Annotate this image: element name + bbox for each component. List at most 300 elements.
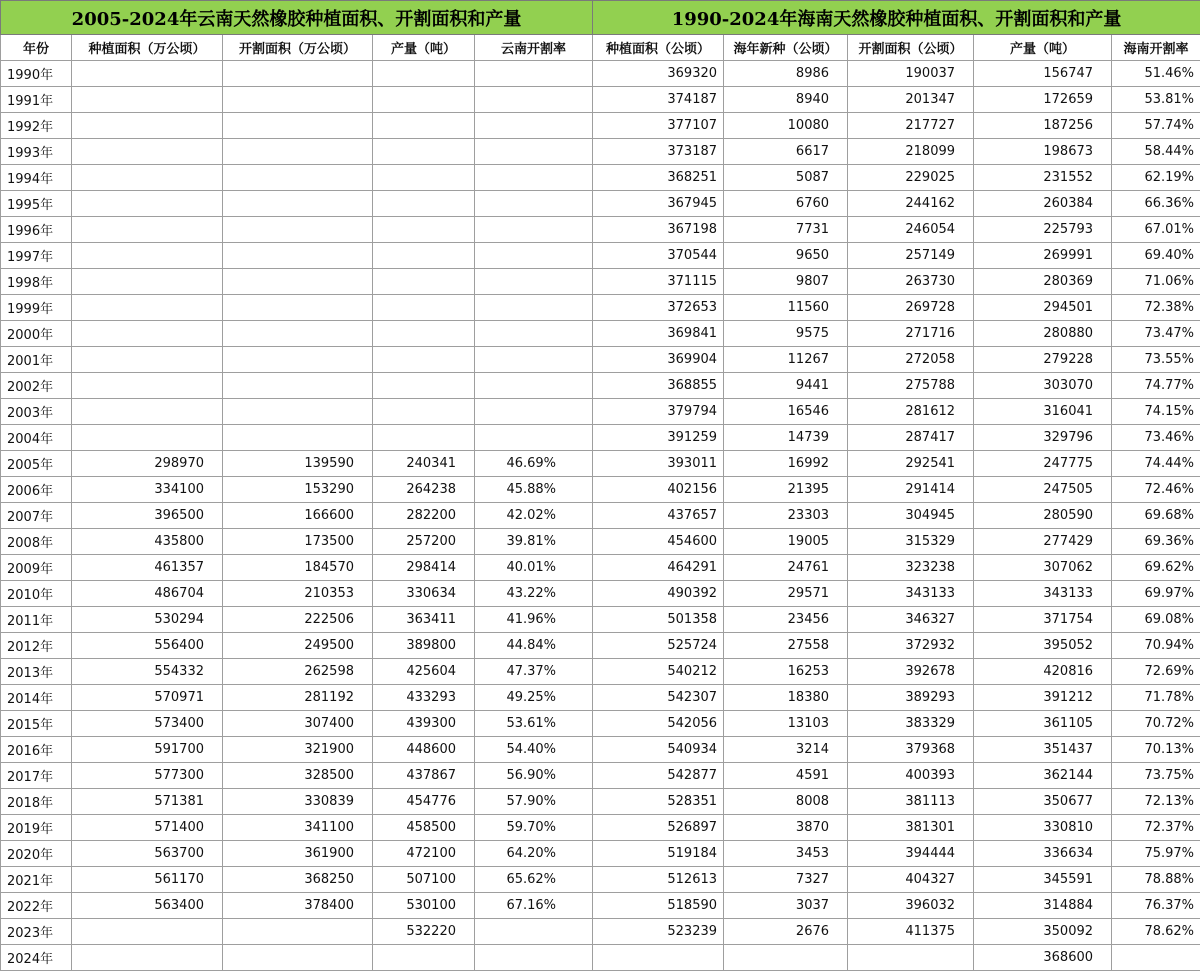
cell-year: 1994年 bbox=[1, 165, 72, 191]
cell-year: 2015年 bbox=[1, 711, 72, 737]
cell-yunnan-output: 454776 bbox=[373, 789, 475, 815]
cell-year: 2008年 bbox=[1, 529, 72, 555]
cell-hainan-tapped: 400393 bbox=[848, 763, 974, 789]
cell-yunnan-rate bbox=[475, 425, 593, 451]
cell-yunnan-output bbox=[373, 321, 475, 347]
cell-hainan-rate: 70.13% bbox=[1112, 737, 1200, 763]
cell-yunnan-planted: 554332 bbox=[72, 659, 223, 685]
header-hainan-rate: 海南开割率 bbox=[1112, 35, 1200, 61]
cell-hainan-planted: 377107 bbox=[593, 113, 724, 139]
cell-hainan-new: 10080 bbox=[724, 113, 848, 139]
cell-hainan-new: 8940 bbox=[724, 87, 848, 113]
cell-hainan-planted: 369904 bbox=[593, 347, 724, 373]
table-row bbox=[1, 711, 1200, 737]
table-row bbox=[1, 659, 1200, 685]
cell-hainan-rate: 58.44% bbox=[1112, 139, 1200, 165]
yunnan-title: 2005-2024年云南天然橡胶种植面积、开割面积和产量 bbox=[1, 1, 593, 35]
cell-yunnan-output bbox=[373, 399, 475, 425]
cell-hainan-tapped: 263730 bbox=[848, 269, 974, 295]
cell-hainan-new: 16546 bbox=[724, 399, 848, 425]
cell-yunnan-rate bbox=[475, 321, 593, 347]
cell-yunnan-output: 532220 bbox=[373, 919, 475, 945]
cell-hainan-rate: 57.74% bbox=[1112, 113, 1200, 139]
cell-hainan-output: 280369 bbox=[974, 269, 1112, 295]
cell-year: 2014年 bbox=[1, 685, 72, 711]
cell-yunnan-planted: 563700 bbox=[72, 841, 223, 867]
table-row bbox=[1, 581, 1200, 607]
header-yunnan-output: 产量（吨） bbox=[373, 35, 475, 61]
cell-hainan-new: 9441 bbox=[724, 373, 848, 399]
cell-yunnan-output: 458500 bbox=[373, 815, 475, 841]
cell-hainan-tapped: 389293 bbox=[848, 685, 974, 711]
cell-hainan-output: 269991 bbox=[974, 243, 1112, 269]
cell-hainan-output: 329796 bbox=[974, 425, 1112, 451]
cell-hainan-new: 9575 bbox=[724, 321, 848, 347]
cell-yunnan-output bbox=[373, 87, 475, 113]
cell-yunnan-rate: 67.16% bbox=[475, 893, 593, 919]
cell-hainan-output: 350677 bbox=[974, 789, 1112, 815]
cell-year: 2011年 bbox=[1, 607, 72, 633]
table-row bbox=[1, 243, 1200, 269]
cell-yunnan-rate: 53.61% bbox=[475, 711, 593, 737]
cell-hainan-output: 330810 bbox=[974, 815, 1112, 841]
cell-yunnan-rate bbox=[475, 269, 593, 295]
cell-yunnan-tapped: 328500 bbox=[223, 763, 373, 789]
cell-yunnan-output: 330634 bbox=[373, 581, 475, 607]
header-hainan-new: 海年新种（公顷） bbox=[724, 35, 848, 61]
cell-hainan-output: 260384 bbox=[974, 191, 1112, 217]
cell-yunnan-tapped: 281192 bbox=[223, 685, 373, 711]
table-row bbox=[1, 139, 1200, 165]
title-row bbox=[1, 1, 1200, 35]
cell-hainan-new: 9650 bbox=[724, 243, 848, 269]
cell-yunnan-tapped: 184570 bbox=[223, 555, 373, 581]
cell-hainan-new: 16253 bbox=[724, 659, 848, 685]
cell-hainan-output: 343133 bbox=[974, 581, 1112, 607]
cell-year: 1990年 bbox=[1, 61, 72, 87]
cell-hainan-planted: 528351 bbox=[593, 789, 724, 815]
cell-yunnan-output: 437867 bbox=[373, 763, 475, 789]
table-row bbox=[1, 87, 1200, 113]
cell-year: 2000年 bbox=[1, 321, 72, 347]
cell-yunnan-rate bbox=[475, 191, 593, 217]
cell-yunnan-planted: 530294 bbox=[72, 607, 223, 633]
cell-hainan-planted: 371115 bbox=[593, 269, 724, 295]
cell-hainan-new: 16992 bbox=[724, 451, 848, 477]
cell-yunnan-tapped: 341100 bbox=[223, 815, 373, 841]
table-row bbox=[1, 607, 1200, 633]
cell-yunnan-rate bbox=[475, 61, 593, 87]
cell-yunnan-tapped: 222506 bbox=[223, 607, 373, 633]
cell-hainan-output: 303070 bbox=[974, 373, 1112, 399]
cell-year: 1997年 bbox=[1, 243, 72, 269]
cell-yunnan-planted bbox=[72, 945, 223, 971]
cell-yunnan-output: 530100 bbox=[373, 893, 475, 919]
cell-yunnan-planted bbox=[72, 373, 223, 399]
cell-hainan-rate: 73.47% bbox=[1112, 321, 1200, 347]
cell-yunnan-tapped bbox=[223, 347, 373, 373]
cell-yunnan-planted: 561170 bbox=[72, 867, 223, 893]
cell-hainan-rate: 62.19% bbox=[1112, 165, 1200, 191]
cell-yunnan-rate: 39.81% bbox=[475, 529, 593, 555]
cell-year: 2010年 bbox=[1, 581, 72, 607]
cell-hainan-planted: 393011 bbox=[593, 451, 724, 477]
cell-hainan-tapped: 201347 bbox=[848, 87, 974, 113]
cell-hainan-new: 2676 bbox=[724, 919, 848, 945]
cell-hainan-rate: 71.78% bbox=[1112, 685, 1200, 711]
cell-hainan-new: 11267 bbox=[724, 347, 848, 373]
cell-year: 2004年 bbox=[1, 425, 72, 451]
cell-hainan-planted: 437657 bbox=[593, 503, 724, 529]
cell-hainan-tapped bbox=[848, 945, 974, 971]
cell-yunnan-planted bbox=[72, 139, 223, 165]
cell-hainan-new: 3037 bbox=[724, 893, 848, 919]
cell-yunnan-planted: 461357 bbox=[72, 555, 223, 581]
cell-yunnan-planted bbox=[72, 87, 223, 113]
cell-yunnan-planted: 396500 bbox=[72, 503, 223, 529]
cell-yunnan-planted bbox=[72, 269, 223, 295]
cell-yunnan-output: 257200 bbox=[373, 529, 475, 555]
cell-hainan-new: 3214 bbox=[724, 737, 848, 763]
cell-hainan-output: 350092 bbox=[974, 919, 1112, 945]
cell-yunnan-rate: 49.25% bbox=[475, 685, 593, 711]
table-row bbox=[1, 451, 1200, 477]
cell-year: 2019年 bbox=[1, 815, 72, 841]
cell-yunnan-planted: 577300 bbox=[72, 763, 223, 789]
cell-yunnan-tapped bbox=[223, 217, 373, 243]
cell-year: 2005年 bbox=[1, 451, 72, 477]
cell-yunnan-rate: 54.40% bbox=[475, 737, 593, 763]
cell-hainan-rate: 74.77% bbox=[1112, 373, 1200, 399]
cell-yunnan-rate: 64.20% bbox=[475, 841, 593, 867]
cell-year: 2021年 bbox=[1, 867, 72, 893]
cell-hainan-new bbox=[724, 945, 848, 971]
cell-yunnan-planted bbox=[72, 321, 223, 347]
cell-hainan-new: 7327 bbox=[724, 867, 848, 893]
table-row bbox=[1, 347, 1200, 373]
cell-year: 2012年 bbox=[1, 633, 72, 659]
cell-hainan-rate: 72.13% bbox=[1112, 789, 1200, 815]
header-yunnan-tapped: 开割面积（万公顷） bbox=[223, 35, 373, 61]
table-row bbox=[1, 789, 1200, 815]
cell-hainan-tapped: 392678 bbox=[848, 659, 974, 685]
cell-hainan-planted: 490392 bbox=[593, 581, 724, 607]
cell-yunnan-rate: 65.62% bbox=[475, 867, 593, 893]
cell-hainan-tapped: 394444 bbox=[848, 841, 974, 867]
cell-hainan-tapped: 372932 bbox=[848, 633, 974, 659]
cell-hainan-planted: 454600 bbox=[593, 529, 724, 555]
cell-hainan-tapped: 269728 bbox=[848, 295, 974, 321]
cell-hainan-tapped: 287417 bbox=[848, 425, 974, 451]
cell-hainan-output: 351437 bbox=[974, 737, 1112, 763]
cell-yunnan-output: 439300 bbox=[373, 711, 475, 737]
table-row bbox=[1, 191, 1200, 217]
cell-yunnan-tapped: 166600 bbox=[223, 503, 373, 529]
cell-hainan-tapped: 229025 bbox=[848, 165, 974, 191]
cell-yunnan-planted bbox=[72, 191, 223, 217]
cell-hainan-tapped: 396032 bbox=[848, 893, 974, 919]
cell-hainan-tapped: 292541 bbox=[848, 451, 974, 477]
cell-hainan-new: 8008 bbox=[724, 789, 848, 815]
cell-hainan-rate: 75.97% bbox=[1112, 841, 1200, 867]
cell-hainan-rate: 72.46% bbox=[1112, 477, 1200, 503]
cell-yunnan-planted bbox=[72, 113, 223, 139]
cell-hainan-planted bbox=[593, 945, 724, 971]
cell-hainan-rate: 69.08% bbox=[1112, 607, 1200, 633]
cell-yunnan-rate: 44.84% bbox=[475, 633, 593, 659]
cell-hainan-new: 21395 bbox=[724, 477, 848, 503]
cell-yunnan-planted: 570971 bbox=[72, 685, 223, 711]
cell-hainan-tapped: 404327 bbox=[848, 867, 974, 893]
cell-yunnan-rate: 57.90% bbox=[475, 789, 593, 815]
cell-yunnan-tapped bbox=[223, 399, 373, 425]
cell-yunnan-rate bbox=[475, 243, 593, 269]
cell-yunnan-output: 448600 bbox=[373, 737, 475, 763]
cell-hainan-planted: 501358 bbox=[593, 607, 724, 633]
cell-hainan-output: 316041 bbox=[974, 399, 1112, 425]
cell-yunnan-tapped: 321900 bbox=[223, 737, 373, 763]
cell-hainan-planted: 374187 bbox=[593, 87, 724, 113]
cell-yunnan-output bbox=[373, 243, 475, 269]
cell-hainan-output: 280590 bbox=[974, 503, 1112, 529]
cell-hainan-planted: 391259 bbox=[593, 425, 724, 451]
cell-hainan-output: 279228 bbox=[974, 347, 1112, 373]
cell-hainan-output: 172659 bbox=[974, 87, 1112, 113]
cell-yunnan-output bbox=[373, 217, 475, 243]
cell-hainan-new: 19005 bbox=[724, 529, 848, 555]
cell-hainan-planted: 518590 bbox=[593, 893, 724, 919]
table-body bbox=[1, 61, 1200, 971]
cell-yunnan-rate bbox=[475, 399, 593, 425]
cell-hainan-output: 395052 bbox=[974, 633, 1112, 659]
cell-hainan-tapped: 343133 bbox=[848, 581, 974, 607]
cell-hainan-rate: 76.37% bbox=[1112, 893, 1200, 919]
cell-hainan-tapped: 379368 bbox=[848, 737, 974, 763]
cell-yunnan-tapped bbox=[223, 295, 373, 321]
cell-hainan-output: 198673 bbox=[974, 139, 1112, 165]
cell-hainan-new: 11560 bbox=[724, 295, 848, 321]
cell-yunnan-rate bbox=[475, 347, 593, 373]
cell-year: 1998年 bbox=[1, 269, 72, 295]
cell-year: 2022年 bbox=[1, 893, 72, 919]
cell-hainan-planted: 519184 bbox=[593, 841, 724, 867]
cell-yunnan-planted bbox=[72, 217, 223, 243]
cell-yunnan-tapped: 368250 bbox=[223, 867, 373, 893]
table-row bbox=[1, 399, 1200, 425]
cell-hainan-new: 6760 bbox=[724, 191, 848, 217]
cell-yunnan-tapped bbox=[223, 139, 373, 165]
table-row bbox=[1, 165, 1200, 191]
cell-hainan-rate: 69.68% bbox=[1112, 503, 1200, 529]
table-row bbox=[1, 633, 1200, 659]
cell-hainan-output: 294501 bbox=[974, 295, 1112, 321]
cell-hainan-new: 14739 bbox=[724, 425, 848, 451]
cell-hainan-rate: 69.40% bbox=[1112, 243, 1200, 269]
cell-hainan-new: 18380 bbox=[724, 685, 848, 711]
cell-yunnan-output bbox=[373, 113, 475, 139]
cell-yunnan-output: 425604 bbox=[373, 659, 475, 685]
cell-yunnan-planted: 591700 bbox=[72, 737, 223, 763]
cell-hainan-tapped: 275788 bbox=[848, 373, 974, 399]
table-row bbox=[1, 815, 1200, 841]
cell-yunnan-rate: 41.96% bbox=[475, 607, 593, 633]
cell-hainan-new: 3453 bbox=[724, 841, 848, 867]
cell-hainan-output: 277429 bbox=[974, 529, 1112, 555]
cell-hainan-tapped: 381113 bbox=[848, 789, 974, 815]
cell-hainan-rate: 72.37% bbox=[1112, 815, 1200, 841]
cell-hainan-output: 225793 bbox=[974, 217, 1112, 243]
cell-hainan-output: 307062 bbox=[974, 555, 1112, 581]
table-row bbox=[1, 945, 1200, 971]
header-hainan-tapped: 开割面积（公顷） bbox=[848, 35, 974, 61]
cell-yunnan-tapped bbox=[223, 919, 373, 945]
cell-hainan-tapped: 281612 bbox=[848, 399, 974, 425]
header-year: 年份 bbox=[1, 35, 72, 61]
cell-hainan-rate: 69.36% bbox=[1112, 529, 1200, 555]
cell-hainan-rate: 69.97% bbox=[1112, 581, 1200, 607]
cell-hainan-output: 247505 bbox=[974, 477, 1112, 503]
cell-hainan-planted: 542056 bbox=[593, 711, 724, 737]
cell-hainan-new: 8986 bbox=[724, 61, 848, 87]
cell-hainan-tapped: 346327 bbox=[848, 607, 974, 633]
cell-yunnan-tapped: 307400 bbox=[223, 711, 373, 737]
cell-hainan-rate: 73.46% bbox=[1112, 425, 1200, 451]
cell-yunnan-output bbox=[373, 373, 475, 399]
table-row bbox=[1, 295, 1200, 321]
cell-year: 2002年 bbox=[1, 373, 72, 399]
cell-yunnan-tapped: 262598 bbox=[223, 659, 373, 685]
cell-hainan-output: 391212 bbox=[974, 685, 1112, 711]
table-row bbox=[1, 919, 1200, 945]
cell-yunnan-output bbox=[373, 61, 475, 87]
cell-hainan-tapped: 217727 bbox=[848, 113, 974, 139]
cell-yunnan-planted: 573400 bbox=[72, 711, 223, 737]
cell-yunnan-rate: 40.01% bbox=[475, 555, 593, 581]
cell-yunnan-tapped bbox=[223, 243, 373, 269]
cell-year: 1993年 bbox=[1, 139, 72, 165]
cell-hainan-planted: 402156 bbox=[593, 477, 724, 503]
cell-hainan-new: 6617 bbox=[724, 139, 848, 165]
header-hainan-planted: 种植面积（公顷） bbox=[593, 35, 724, 61]
cell-yunnan-planted bbox=[72, 399, 223, 425]
table-row bbox=[1, 61, 1200, 87]
cell-hainan-planted: 367198 bbox=[593, 217, 724, 243]
cell-hainan-planted: 512613 bbox=[593, 867, 724, 893]
cell-yunnan-planted: 556400 bbox=[72, 633, 223, 659]
cell-yunnan-tapped: 153290 bbox=[223, 477, 373, 503]
cell-yunnan-planted: 571400 bbox=[72, 815, 223, 841]
cell-yunnan-output: 240341 bbox=[373, 451, 475, 477]
table-row bbox=[1, 867, 1200, 893]
cell-yunnan-planted: 435800 bbox=[72, 529, 223, 555]
table-row bbox=[1, 893, 1200, 919]
cell-yunnan-rate bbox=[475, 373, 593, 399]
cell-hainan-rate: 51.46% bbox=[1112, 61, 1200, 87]
cell-year: 1996年 bbox=[1, 217, 72, 243]
cell-year: 2018年 bbox=[1, 789, 72, 815]
cell-hainan-rate: 67.01% bbox=[1112, 217, 1200, 243]
cell-hainan-tapped: 323238 bbox=[848, 555, 974, 581]
cell-hainan-rate: 72.69% bbox=[1112, 659, 1200, 685]
cell-hainan-output: 280880 bbox=[974, 321, 1112, 347]
cell-hainan-tapped: 257149 bbox=[848, 243, 974, 269]
cell-yunnan-planted: 571381 bbox=[72, 789, 223, 815]
cell-yunnan-rate bbox=[475, 945, 593, 971]
cell-year: 1991年 bbox=[1, 87, 72, 113]
table-row bbox=[1, 373, 1200, 399]
cell-yunnan-output bbox=[373, 425, 475, 451]
header-yunnan-planted: 种植面积（万公顷） bbox=[72, 35, 223, 61]
cell-hainan-planted: 372653 bbox=[593, 295, 724, 321]
cell-year: 2023年 bbox=[1, 919, 72, 945]
cell-yunnan-planted: 486704 bbox=[72, 581, 223, 607]
cell-yunnan-planted: 298970 bbox=[72, 451, 223, 477]
cell-hainan-planted: 369320 bbox=[593, 61, 724, 87]
cell-hainan-new: 5087 bbox=[724, 165, 848, 191]
cell-hainan-rate: 69.62% bbox=[1112, 555, 1200, 581]
cell-hainan-planted: 464291 bbox=[593, 555, 724, 581]
cell-year: 2013年 bbox=[1, 659, 72, 685]
cell-hainan-tapped: 315329 bbox=[848, 529, 974, 555]
cell-yunnan-planted bbox=[72, 347, 223, 373]
cell-hainan-rate: 78.88% bbox=[1112, 867, 1200, 893]
cell-yunnan-planted: 563400 bbox=[72, 893, 223, 919]
cell-hainan-planted: 526897 bbox=[593, 815, 724, 841]
cell-hainan-new: 3870 bbox=[724, 815, 848, 841]
cell-yunnan-output bbox=[373, 191, 475, 217]
cell-hainan-new: 24761 bbox=[724, 555, 848, 581]
cell-hainan-planted: 540212 bbox=[593, 659, 724, 685]
cell-yunnan-rate: 47.37% bbox=[475, 659, 593, 685]
cell-yunnan-rate: 56.90% bbox=[475, 763, 593, 789]
table-row bbox=[1, 269, 1200, 295]
cell-yunnan-planted bbox=[72, 295, 223, 321]
cell-yunnan-output: 264238 bbox=[373, 477, 475, 503]
table-row bbox=[1, 217, 1200, 243]
cell-hainan-planted: 542877 bbox=[593, 763, 724, 789]
cell-hainan-tapped: 218099 bbox=[848, 139, 974, 165]
cell-yunnan-output bbox=[373, 139, 475, 165]
cell-hainan-rate: 74.44% bbox=[1112, 451, 1200, 477]
cell-yunnan-output: 433293 bbox=[373, 685, 475, 711]
cell-yunnan-rate bbox=[475, 139, 593, 165]
cell-year: 1995年 bbox=[1, 191, 72, 217]
header-hainan-output: 产量（吨） bbox=[974, 35, 1112, 61]
cell-hainan-planted: 523239 bbox=[593, 919, 724, 945]
cell-hainan-planted: 379794 bbox=[593, 399, 724, 425]
cell-hainan-planted: 367945 bbox=[593, 191, 724, 217]
cell-yunnan-tapped bbox=[223, 61, 373, 87]
table-row bbox=[1, 685, 1200, 711]
cell-hainan-new: 23456 bbox=[724, 607, 848, 633]
cell-hainan-new: 13103 bbox=[724, 711, 848, 737]
cell-yunnan-tapped: 361900 bbox=[223, 841, 373, 867]
cell-year: 1999年 bbox=[1, 295, 72, 321]
cell-yunnan-output: 389800 bbox=[373, 633, 475, 659]
cell-year: 1992年 bbox=[1, 113, 72, 139]
cell-yunnan-planted bbox=[72, 243, 223, 269]
cell-yunnan-tapped bbox=[223, 321, 373, 347]
table-row bbox=[1, 425, 1200, 451]
cell-year: 2017年 bbox=[1, 763, 72, 789]
cell-year: 2003年 bbox=[1, 399, 72, 425]
table-row bbox=[1, 555, 1200, 581]
cell-yunnan-tapped bbox=[223, 373, 373, 399]
cell-yunnan-rate bbox=[475, 919, 593, 945]
cell-yunnan-rate bbox=[475, 113, 593, 139]
cell-hainan-output: 156747 bbox=[974, 61, 1112, 87]
cell-yunnan-output: 363411 bbox=[373, 607, 475, 633]
